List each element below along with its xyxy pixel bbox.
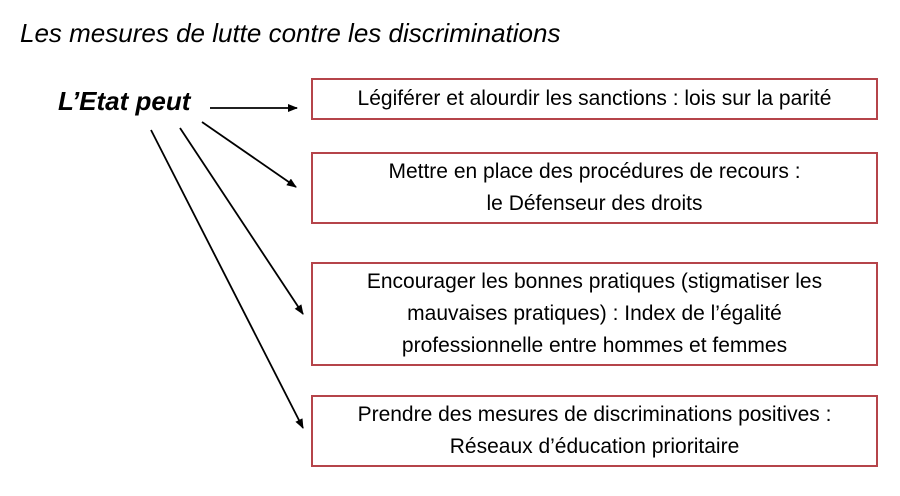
arrow-to-box-3 [180, 128, 303, 314]
box-line: professionnelle entre hommes et femmes [401, 334, 788, 357]
box-procedures-recours [311, 152, 878, 224]
box-discriminations-positives [311, 395, 878, 467]
box-line: mauvaises pratiques) : Index de l’égalité [407, 302, 782, 325]
box-line: Encourager les bonnes pratiques (stigmatiser les [366, 270, 823, 293]
source-node-label: L’Etat peut [58, 86, 191, 116]
box-line: Prendre des mesures de discriminations positives : [357, 403, 832, 426]
box-line: Réseaux d’éducation prioritaire [449, 435, 740, 458]
box-line: le Défenseur des droits [486, 192, 703, 215]
box-legiferer [311, 78, 878, 120]
box-line: Mettre en place des procédures de recours : [388, 160, 801, 183]
arrow-to-box-2 [202, 122, 296, 187]
diagram-title: Les mesures de lutte contre les discriminations [20, 18, 561, 48]
box-bonnes-pratiques [311, 262, 878, 366]
box-line: Légiférer et alourdir les sanctions : lois sur la parité [357, 87, 832, 110]
